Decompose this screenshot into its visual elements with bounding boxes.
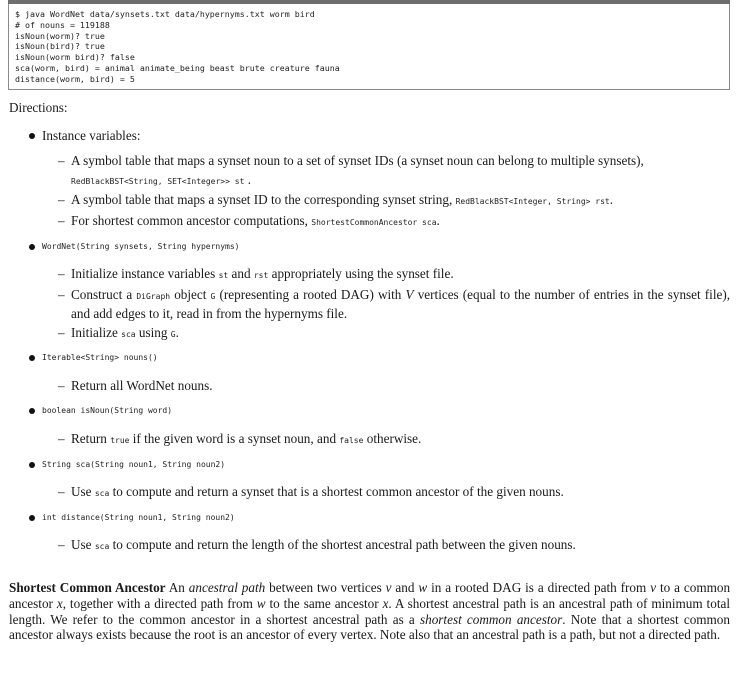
terminal-line-distance: distance(worm, bird) = 5	[15, 73, 135, 84]
nouns-description: – Return all WordNet nouns.	[58, 378, 213, 393]
bullet-constructor	[29, 242, 239, 251]
sca-signature: String sca(String noun1, String noun2)	[42, 460, 226, 469]
constructor-init-sca: – Initialize sca using G.	[58, 325, 179, 340]
bullet-isnoun	[29, 406, 172, 415]
constructor-init-st: – Initialize instance variables st and rst appropriately using the synset file.	[58, 266, 454, 281]
terminal-output-block	[8, 4, 730, 90]
dash: –	[58, 378, 65, 393]
shortest-common-ancestor-paragraph: Shortest Common Ancestor An ancestral path between two vertices v and w in a rooted DAG is a directed path from v to a common ancestor x, together with a directed path from w to the same ancestor x. A shortest ancestral path is an ancestral path of minimum total length. We refer to the common ancestor in a shortest ancestral path as a shortest common ancestor. Note that a shortest common ancestor always exists because the root is an ancestor of every vertex. Note also that an ancestral path is a path, but not a directed path.	[9, 580, 731, 643]
dash: –	[58, 192, 65, 207]
constructor-build-digraph: – Construct a DiGraph object G (representing a rooted DAG) with V vertices (equal to the number of entries in the synset file), and add edges to it, read in from the hypernyms file.	[58, 287, 731, 321]
bullet-dot	[29, 133, 35, 139]
term-ancestral-path: ancestral path	[188, 580, 266, 595]
dash: –	[58, 484, 65, 499]
nouns-signature: Iterable<String> nouns()	[42, 353, 158, 362]
directions-heading: Directions:	[9, 100, 68, 115]
distance-description: – Use sca to compute and return the length of the shortest ancestral path between the given nouns.	[58, 537, 576, 552]
st-type-code: RedBlackBST<String, SET<Integer>> st	[71, 176, 245, 186]
instance-var-sca: – For shortest common ancestor computations, ShortestCommonAncestor sca.	[58, 213, 440, 228]
instance-var-st: – A symbol table that maps a synset noun to a set of synset IDs (a synset noun can belong to multiple synsets), RedBlackBST<String, SET<Integer>> st .	[58, 153, 644, 187]
isnoun-description: – Return true if the given word is a synset noun, and false otherwise.	[58, 431, 422, 446]
bullet-dot	[29, 355, 35, 361]
bullet-dot	[29, 515, 35, 521]
term-shortest-common-ancestor: shortest common ancestor	[419, 611, 563, 627]
distance-signature: int distance(String noun1, String noun2)	[42, 513, 235, 522]
terminal-line-isnoun-worm-bird: isNoun(worm bird)? false	[15, 52, 135, 63]
sca-description: – Use sca to compute and return a synset that is a shortest common ancestor of the given nouns.	[58, 484, 564, 499]
bullet-sca	[29, 460, 225, 469]
terminal-line-noun-count: # of nouns = 119188	[15, 19, 110, 30]
section-title: Shortest Common Ancestor	[9, 580, 166, 595]
bullet-dot	[29, 408, 35, 414]
instance-variables-label: Instance variables:	[42, 128, 141, 143]
dash: –	[58, 537, 65, 552]
terminal-line-isnoun-worm: isNoun(worm)? true	[15, 30, 105, 41]
dash: –	[58, 325, 65, 340]
bullet-nouns	[29, 353, 158, 362]
bullet-instance-variables	[29, 128, 141, 144]
dash: –	[58, 287, 65, 302]
isnoun-signature: boolean isNoun(String word)	[42, 406, 173, 415]
bullet-dot	[29, 462, 35, 468]
dash: –	[58, 431, 65, 446]
terminal-line-sca: sca(worm, bird) = animal animate_being beast brute creature fauna	[15, 62, 340, 73]
rst-type-code: RedBlackBST<Integer, String> rst	[455, 197, 610, 206]
terminal-line-isnoun-bird: isNoun(bird)? true	[15, 41, 105, 52]
dash: –	[58, 153, 65, 168]
dash: –	[58, 213, 65, 228]
constructor-signature: WordNet(String synsets, String hypernyms)	[42, 242, 240, 251]
dash: –	[58, 266, 65, 281]
sca-type-code: ShortestCommonAncestor sca	[311, 218, 437, 227]
instance-var-rst: – A symbol table that maps a synset ID to the corresponding synset string, RedBlackBST<Integer, String> rst.	[58, 192, 614, 207]
bullet-distance	[29, 513, 235, 522]
bullet-dot	[29, 244, 35, 250]
terminal-command: $ java WordNet data/synsets.txt data/hypernyms.txt worm bird	[15, 9, 315, 19]
